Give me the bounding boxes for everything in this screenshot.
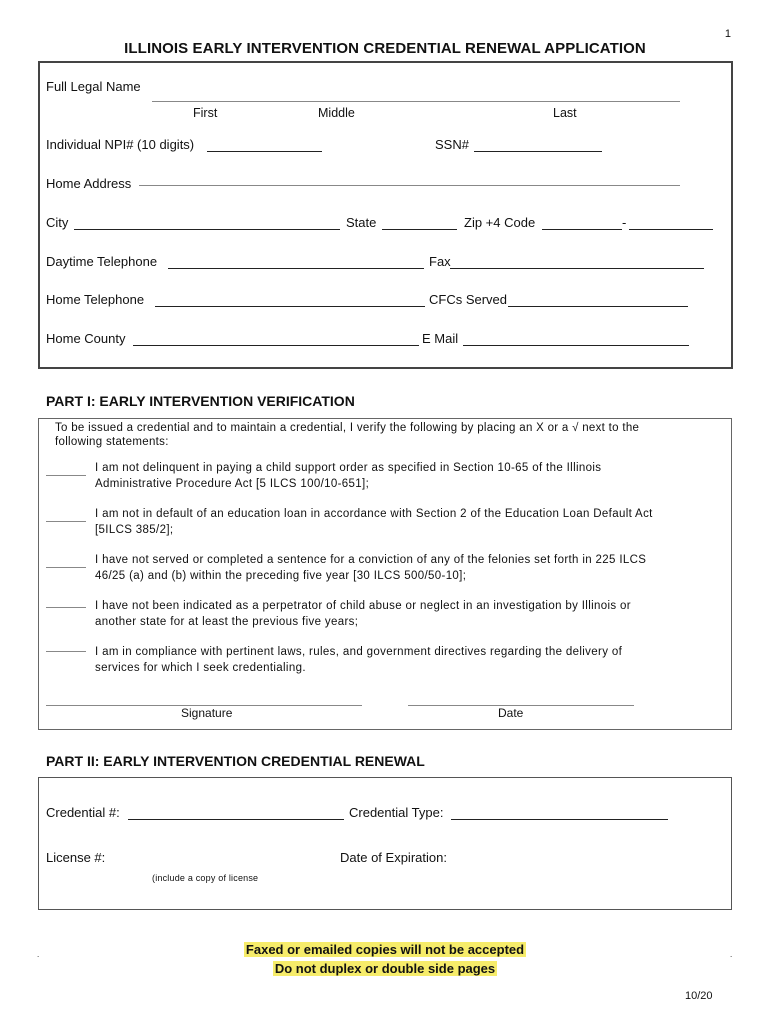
notice-line2-wrap xyxy=(0,960,770,978)
full-legal-name-field[interactable] xyxy=(152,101,680,102)
fax-field[interactable] xyxy=(450,268,704,269)
part1-intro-line2: following statements: xyxy=(55,436,169,448)
daytime-phone-label: Daytime Telephone xyxy=(46,254,158,269)
credential-type-field[interactable] xyxy=(451,819,668,820)
first-name-label: First xyxy=(193,106,218,120)
applicant-info-section xyxy=(38,61,733,369)
statement-5-line1: I am in compliance with pertinent laws, rules, and government directives regarding the delivery of xyxy=(95,646,623,658)
npi-field[interactable] xyxy=(207,151,322,152)
cfcs-served-field[interactable] xyxy=(508,306,688,307)
credential-number-label: Credential #: xyxy=(46,805,120,820)
statement-1-line1: I am not delinquent in paying a child support order as specified in Section 10-65 of the Illinois xyxy=(95,462,602,474)
cfcs-served-label: CFCs Served xyxy=(429,292,508,307)
left-margin-mark: . xyxy=(37,950,40,959)
statement-2-line1: I am not in default of an education loan in accordance with Section 2 of the Education Loan Default Act xyxy=(95,508,653,520)
statement-checkbox-2[interactable] xyxy=(46,521,86,522)
home-address-label: Home Address xyxy=(46,176,132,191)
zip-field[interactable] xyxy=(542,229,622,230)
statement-1 xyxy=(95,460,695,492)
state-field[interactable] xyxy=(382,229,457,230)
state-label: State xyxy=(346,215,377,230)
statement-checkbox-4[interactable] xyxy=(46,607,86,608)
fax-label: Fax xyxy=(429,254,451,269)
email-label: E Mail xyxy=(422,331,459,346)
statement-2-line2: [5ILCS 385/2]; xyxy=(95,524,174,536)
renewal-section xyxy=(38,777,732,910)
statement-2 xyxy=(95,506,695,538)
statement-5 xyxy=(95,644,695,676)
part1-intro-line1: To be issued a credential and to maintain a credential, I verify the following by placing an X or a √ next to the xyxy=(55,422,640,434)
middle-name-label: Middle xyxy=(318,106,355,120)
city-field[interactable] xyxy=(74,229,340,230)
right-margin-mark: . xyxy=(730,950,733,959)
notice-line1: Faxed or emailed copies will not be accepted xyxy=(245,942,525,957)
statement-checkbox-1[interactable] xyxy=(46,475,86,476)
statement-3-line2: 46/25 (a) and (b) within the preceding five year [30 ILCS 500/50-10]; xyxy=(95,570,467,582)
expiration-date-label: Date of Expiration: xyxy=(340,850,447,865)
full-legal-name-label: Full Legal Name xyxy=(46,79,141,94)
home-county-field[interactable] xyxy=(133,345,419,346)
signature-label: Signature xyxy=(181,706,233,720)
home-county-label: Home County xyxy=(46,331,126,346)
ssn-field[interactable] xyxy=(474,151,602,152)
zip-separator: - xyxy=(622,215,627,230)
last-name-label: Last xyxy=(553,106,577,120)
form-title: ILLINOIS EARLY INTERVENTION CREDENTIAL RENEWAL APPLICATION xyxy=(124,40,646,57)
city-label: City xyxy=(46,215,69,230)
home-phone-field[interactable] xyxy=(155,306,425,307)
ssn-label: SSN# xyxy=(435,137,469,152)
part2-heading: PART II: EARLY INTERVENTION CREDENTIAL RENEWAL xyxy=(46,753,425,769)
statement-1-line2: Administrative Procedure Act [5 ILCS 100/10-651]; xyxy=(95,478,370,490)
credential-type-label: Credential Type: xyxy=(349,805,444,820)
statement-4-line2: another state for at least the previous five years; xyxy=(95,616,359,628)
date-label: Date xyxy=(498,706,524,720)
zip-label: Zip +4 Code xyxy=(464,215,536,230)
home-phone-label: Home Telephone xyxy=(46,292,145,307)
zip-plus4-field[interactable] xyxy=(629,229,713,230)
statement-checkbox-5[interactable] xyxy=(46,651,86,652)
license-copy-note: (include a copy of license xyxy=(152,873,259,883)
form-version: 10/20 xyxy=(685,990,713,1002)
statement-checkbox-3[interactable] xyxy=(46,567,86,568)
email-field[interactable] xyxy=(463,345,689,346)
statement-3 xyxy=(95,552,695,584)
npi-label: Individual NPI# (10 digits) xyxy=(46,137,195,152)
notice-line2: Do not duplex or double side pages xyxy=(274,961,496,976)
statement-3-line1: I have not served or completed a sentence for a conviction of any of the felonies set forth in 225 ILCS xyxy=(95,554,647,566)
notice-line1-wrap xyxy=(0,941,770,959)
part1-heading: PART I: EARLY INTERVENTION VERIFICATION xyxy=(46,393,355,409)
statement-4-line1: I have not been indicated as a perpetrator of child abuse or neglect in an investigation by Illinois or xyxy=(95,600,631,612)
license-number-label: License #: xyxy=(46,850,106,865)
home-address-field[interactable] xyxy=(139,185,680,186)
statement-5-line2: services for which I seek credentialing. xyxy=(95,662,306,674)
page-number: 1 xyxy=(724,28,731,40)
credential-number-field[interactable] xyxy=(128,819,344,820)
daytime-phone-field[interactable] xyxy=(168,268,424,269)
statement-4 xyxy=(95,598,695,630)
